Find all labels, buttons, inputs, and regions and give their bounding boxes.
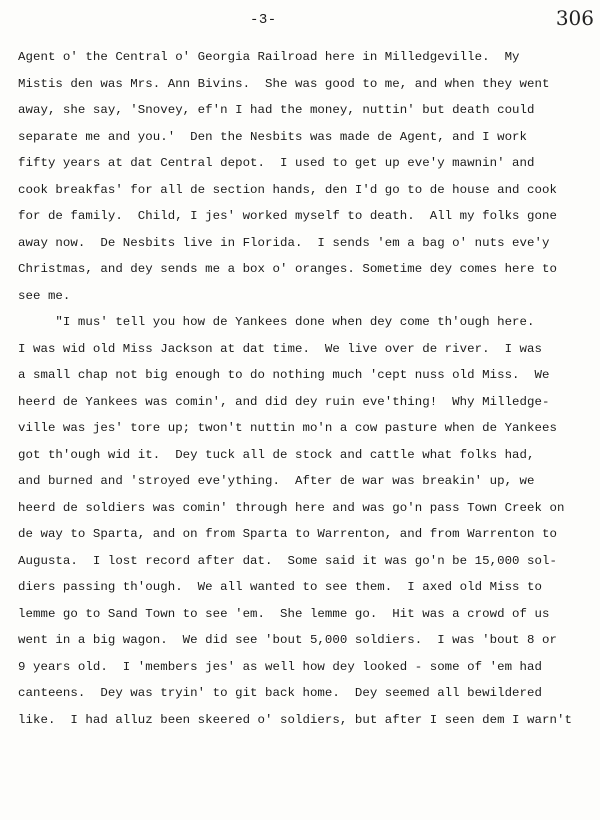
text-line: Augusta. I lost record after dat. Some said it was go'n be 15,000 sol- [18, 553, 557, 568]
body-text [18, 44, 590, 733]
text-line: lemme go to Sand Town to see 'em. She lemme go. Hit was a crowd of us [18, 606, 550, 621]
text-line: like. I had alluz been skeered o' soldiers, but after I seen dem I warn't [18, 712, 572, 727]
text-line: fifty years at dat Central depot. I used to get up eve'y mawnin' and [18, 156, 535, 170]
text-line: "I mus' tell you how de Yankees done when dey come th'ough here. [18, 315, 535, 329]
text-line: Agent o' the Central o' Georgia Railroad here in Milledgeville. My [18, 50, 520, 64]
page-number: -3- [250, 12, 277, 28]
text-line: away, she say, 'Snovey, ef'n I had the money, nuttin' but death could [18, 103, 535, 117]
text-line: and burned and 'stroyed eve'ything. After de war was breakin' up, we [18, 474, 535, 488]
text-line: a small chap not big enough to do nothing much 'cept nuss old Miss. We [18, 368, 550, 382]
stamped-page-number: 306 [555, 6, 594, 30]
text-line: ville was jes' tore up; twon't nuttin mo'n a cow pasture when de Yankees [18, 421, 557, 435]
text-line: away now. De Nesbits live in Florida. I sends 'em a bag o' nuts eve'y [18, 235, 550, 250]
text-line: Christmas, and dey sends me a box o' oranges. Sometime dey comes here to [18, 262, 557, 276]
text-line: canteens. Dey was tryin' to git back home. Dey seemed all bewildered [18, 686, 542, 700]
text-line: cook breakfas' for all de section hands, den I'd go to de house and cook [18, 182, 557, 197]
text-line: see me. [18, 288, 71, 303]
text-line: 9 years old. I 'members jes' as well how dey looked - some of 'em had [18, 659, 542, 674]
text-line: got th'ough wid it. Dey tuck all de stock and cattle what folks had, [18, 447, 535, 462]
text-line: heerd de Yankees was comin', and did dey ruin eve'thing! Why Milledge- [18, 394, 550, 409]
text-line: went in a big wagon. We did see 'bout 5,000 soldiers. I was 'bout 8 or [18, 633, 557, 647]
text-line: de way to Sparta, and on from Sparta to Warrenton, and from Warrenton to [18, 527, 557, 541]
text-line: heerd de soldiers was comin' through here and was go'n pass Town Creek on [18, 500, 565, 515]
text-line: Mistis den was Mrs. Ann Bivins. She was good to me, and when they went [18, 76, 550, 91]
text-line: I was wid old Miss Jackson at dat time. We live over de river. I was [18, 341, 542, 356]
text-line: for de family. Child, I jes' worked myself to death. All my folks gone [18, 209, 557, 223]
text-line: separate me and you.' Den the Nesbits was made de Agent, and I work [18, 129, 528, 144]
text-line: diers passing th'ough. We all wanted to see them. I axed old Miss to [18, 580, 542, 594]
